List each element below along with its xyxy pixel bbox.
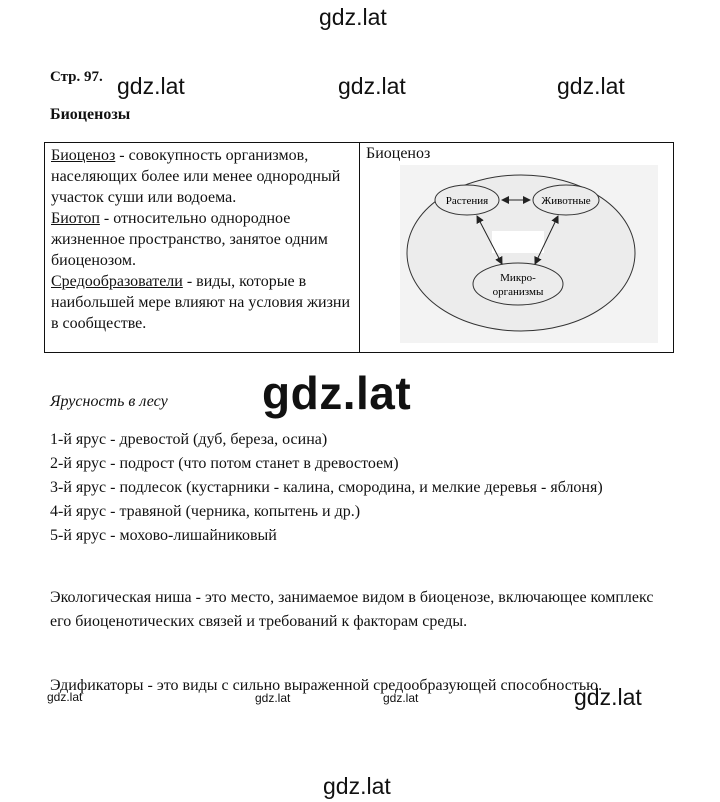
section-title: Биоценозы [50,106,131,123]
animals-label: Животные [541,195,591,207]
watermark: gdz.lat [574,684,642,710]
tiers-title: Ярусность в лесу [50,393,168,410]
tier-item: 1-й ярус - древостой (дуб, береза, осина) [50,431,328,448]
definition-biotope [51,208,353,271]
tier-item: 5-й ярус - мохово-лишайниковый [50,527,277,544]
watermark: gdz.lat [255,691,291,705]
tiers-list [50,428,670,548]
watermark: gdz.lat [323,773,391,799]
watermark: gdz.lat [47,690,83,704]
tier-item: 3-й ярус - подлесок (кустарники - калина, смородина, и мелкие деревья - яблоня) [50,479,603,496]
watermark: gdz.lat [319,4,387,30]
watermark-large: gdz.lat [262,367,412,419]
watermark: gdz.lat [117,73,185,99]
watermark: gdz.lat [338,73,406,99]
plants-label: Растения [445,195,489,207]
definition-biocenosis [51,145,353,208]
definition-edifiers [51,271,353,334]
diagram-title: Биоценоз [366,145,431,162]
diagram-blank [492,231,544,253]
definition-text: - совокупность организмов, населяющих более или менее однородный участок суши или водоема. [51,147,341,206]
watermark: gdz.lat [383,691,419,705]
biocenosis-diagram [366,165,672,345]
microorganisms-label-1: Микро- [500,272,536,284]
watermark: gdz.lat [557,73,625,99]
microorganisms-label-2: организмы [492,286,544,298]
tier-item: 2-й ярус - подрост (что потом станет в древостоем) [50,455,399,472]
definition-text: - относительно однородное жизненное пространство, занятое одним биоценозом. [51,210,328,269]
term: Средообразователи [51,273,183,290]
page-number: Стр. 97. [50,69,103,85]
term: Биоценоз [51,147,116,164]
ecological-niche-paragraph: Экологическая ниша - это место, занимаемое видом в биоценозе, включающее комплекс его биоценотических связей и требований к факторам среды. [50,589,654,630]
tier-item: 4-й ярус - травяной (черника, копытень и др.) [50,503,361,520]
definition-text: - виды, которые в наибольшей мере влияют на условия жизни в сообществе. [51,273,351,332]
term: Биотоп [51,210,100,227]
diagram-cell [360,143,674,353]
definitions-cell [45,143,360,353]
microorganisms-node [473,263,563,305]
definitions-table [44,142,674,353]
edificators-paragraph: Эдификаторы - это виды с сильно выраженной средообразующей способностью. [50,677,603,694]
